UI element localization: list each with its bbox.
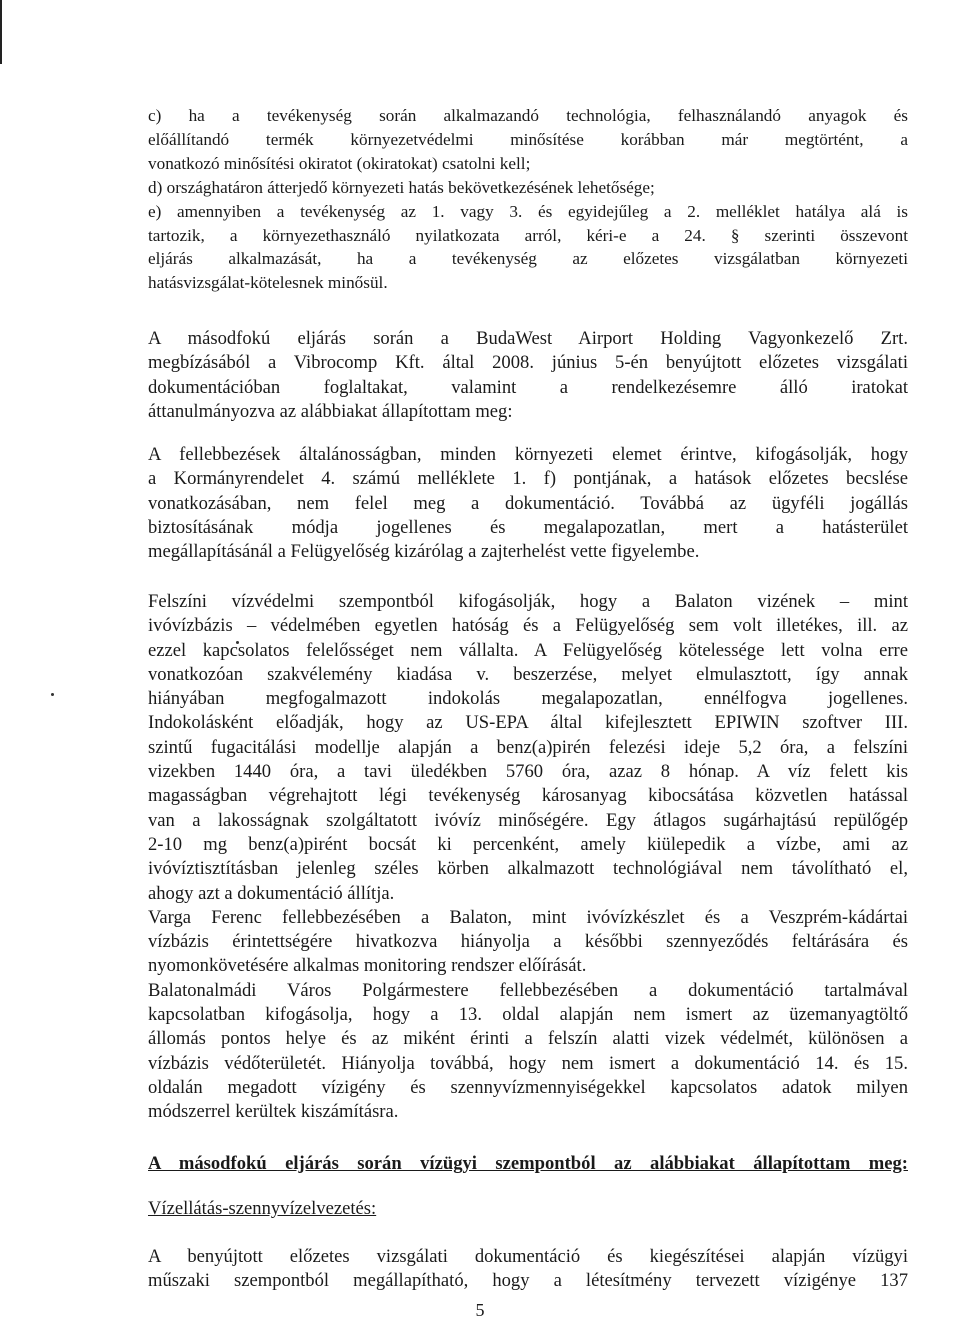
text-line: Indokolásként előadják, hogy az US-EPA által kifejlesztett EPIWIN szoftver III. [148, 712, 908, 734]
subsection-heading: Vízellátás-szennyvízelvezetés: [148, 1198, 377, 1219]
text-line: műszaki szempontból megállapítható, hogy a létesítmény tervezett vízigénye 137 [148, 1270, 908, 1292]
text-line: ivóvíztisztításban jelenleg széles körben alkalmazott technológiával nem távolítható el, [148, 858, 908, 880]
text-line: hatásvizsgálat-kötelesnek minősül. [148, 273, 388, 293]
text-line: kapcsolatban kifogásolja, hogy a 13. oldal alapján nem ismert az üzemanyagtöltő [148, 1004, 908, 1026]
text-line: szintű fugacitálási modellje alapján a benz(a)pirén felezési ideje 5,2 óra, a felszíni [148, 736, 908, 758]
paragraph-water-demand [148, 1245, 908, 1294]
text-line: megállapításánál a Felügyelőség kizárólag a zajterhelést vette figyelembe. [148, 541, 700, 563]
text-line: ezzel kapcsolatos felelősséget nem vállalta. A Felügyelőség kötelessége lett volna erre [148, 639, 908, 661]
text-line: állomás pontos helye és az miként érinti a felszín alatti vizek védelmét, különösen a [148, 1028, 908, 1050]
text-line: áttanulmányozva az alábbiakat állapítottam meg: [148, 400, 513, 422]
text-line: A fellebbezések általánosságban, minden környezeti elemet érintve, kifogásolják, hogy [148, 444, 908, 465]
text-line: vízbázis védőterületét. Hiányolja továbbá, hogy nem ismert a dokumentáció 14. és 15. [148, 1052, 908, 1074]
text-line: d) országhatáron átterjedő környezeti hatás bekövetkezésének lehetősége; [148, 177, 655, 197]
text-line: a Kormányrendelet 4. számú melléklete 1. f) pontjának, a hatások előzetes becslése [148, 468, 908, 490]
text-line: vízbázis érintettségére hivatkozva hiányolja a későbbi szennyeződés feltárására és [148, 931, 908, 953]
text-line: eljárás alkalmazását, ha a tevékenység az előzetes vizsgálatban környezeti [148, 249, 908, 269]
text-line: A benyújtott előzetes vizsgálati dokumentáció és kiegészítései alapján vízügyi [148, 1246, 908, 1267]
text-line: nyomonkövetésére alkalmas monitoring rendszer előírását. [148, 955, 587, 977]
text-line: A másodfokú eljárás során a BudaWest Airport Holding Vagyonkezelő Zrt. [148, 328, 908, 349]
text-line: ivóvízbázis – védelmében egyetlen hatóság és a Felügyelőség sem volt illetékes, ill. az [148, 615, 908, 637]
text-line: vonatkozóan szakvélemény kiadása v. beszerzése, melyet elmulasztott, így annak [148, 663, 908, 685]
text-line: dokumentációban foglaltakat, valamint a rendelkezésemre álló iratokat [148, 376, 908, 398]
text-line: e) amennyiben a tevékenység az 1. vagy 3. és egyidejűleg a 2. melléklet hatálya alá is [148, 201, 908, 221]
text-line: 2-10 mg benz(a)pirént bocsát ki percenként, amely kiülepedik a vízbe, ami az [148, 833, 908, 855]
paragraph-appeals-general [148, 443, 908, 564]
scan-speck [51, 693, 54, 696]
text-line: vonatkozó minősítési okiratot (okiratokat) csatolni kell; [148, 153, 531, 173]
text-line: Varga Ferenc fellebbezésében a Balaton, mint ivóvízkészlet és a Veszprém-kádártai [148, 906, 908, 928]
text-line: vonatkozásában, nem felel meg a dokumentáció. Továbbá az ügyféli jogállás [148, 492, 908, 514]
page-number: 5 [475, 1300, 485, 1320]
text-line: biztosításának módja jogellenes és megalapozatlan, mert a hatásterület [148, 516, 908, 538]
text-line: megbízásából a Vibrocomp Kft. által 2008. június 5-én benyújtott előzetes vizsgálati [148, 352, 908, 374]
text-line: Felszíni vízvédelmi szempontból kifogásolják, hogy a Balaton vizének – mint [148, 591, 908, 612]
text-line: hiányában megfogalmazott indokolás megalapozatlan, ennélfogva jogellenes. [148, 688, 908, 710]
section-heading: A másodfokú eljárás során vízügyi szempontból az alábbiakat állapítottam meg: [148, 1153, 908, 1174]
text-line: Balatonalmádi Város Polgármestere fellebbezésében a dokumentáció tartalmával [148, 979, 908, 1001]
text-line: oldalán megadott vízigény és szennyvízmennyiségekkel kapcsolatos adatok milyen [148, 1076, 908, 1098]
text-line: előállítandó termék környezetvédelmi minősítése korábban már megtörtént, a [148, 129, 908, 149]
text-line: ahogy azt a dokumentáció állítja. [148, 882, 395, 904]
text-line: magasságban végrehajtott légi tevékenység károsanyag kibocsátása közvetlen hatással [148, 785, 908, 807]
text-line: módszerrel kerültek kiszámításra. [148, 1101, 399, 1123]
paragraph-conditions [148, 104, 908, 295]
text-line: tartozik, a környezethasználó nyilatkozata arról, kéri-e a 24. § szerinti összevont [148, 225, 908, 245]
scan-edge-mark [0, 0, 2, 64]
paragraph-surface-water [148, 590, 908, 1125]
paragraph-second-instance [148, 327, 908, 424]
text-line: vizekben 1440 óra, a tavi üledékben 5760 óra, azaz 8 hónap. A víz felett kis [148, 761, 908, 783]
text-line: c) ha a tevékenység során alkalmazandó technológia, felhasználandó anyagok és [148, 106, 908, 125]
text-line: van a lakosságnak szolgáltatott ivóvíz minőségére. Egy átlagos sugárhajtású repülőgép [148, 809, 908, 831]
